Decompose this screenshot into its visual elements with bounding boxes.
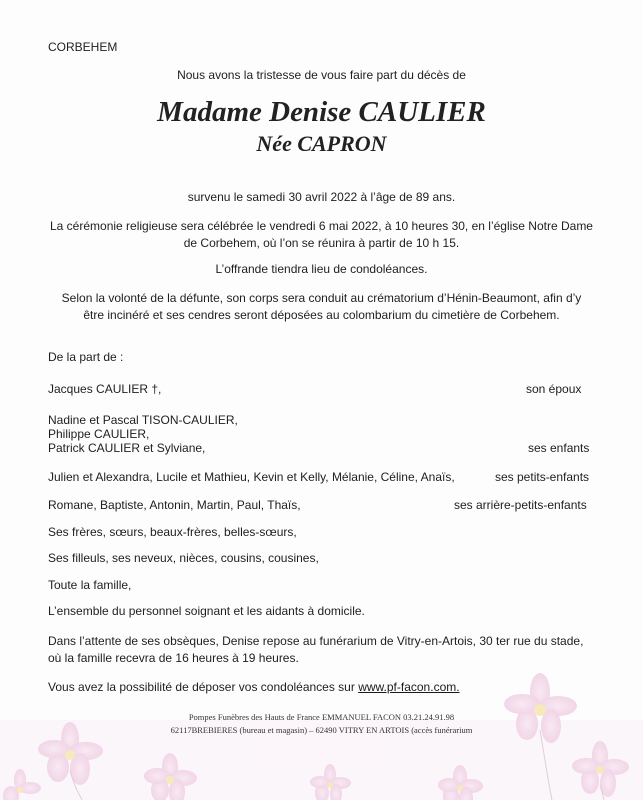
- staff-line: L’ensemble du personnel soignant et les aidants à domicile.: [48, 604, 365, 618]
- whole-family-line: Toute la famille,: [48, 578, 132, 592]
- deceased-name: Madame Denise CAULIER: [157, 96, 486, 128]
- great-grandchildren-relation: ses arrière-petits-enfants: [454, 498, 587, 512]
- offering-note: L’offrande tiendra lieu de condoléances.: [215, 262, 428, 276]
- town-header: CORBEHEM: [48, 40, 118, 54]
- death-date-line: survenu le samedi 30 avril 2022 à l’âge de 89 ans.: [187, 190, 456, 204]
- ceremony-line-2: de Corbehem, où l’on se réunira à partir de 10 h 15.: [183, 236, 460, 250]
- rest-line-2: où la famille recevra de 16 heures à 19 heures.: [48, 651, 299, 665]
- child-line-1: Nadine et Pascal TISON-CAULIER,: [48, 413, 238, 427]
- children-names: [48, 413, 238, 455]
- condolences-link[interactable]: www.pf-facon.com.: [358, 680, 460, 694]
- siblings-line: Ses frères, sœurs, beaux-frères, belles-sœurs,: [48, 525, 297, 539]
- condolences-line: [48, 680, 460, 694]
- spouse-name: Jacques CAULIER †,: [48, 382, 162, 396]
- child-line-3: Patrick CAULIER et Sylviane,: [48, 441, 206, 455]
- rest-line-1: Dans l’attente de ses obsèques, Denise repose au funérarium de Vitry-en-Artois, 30 ter rue du stade,: [48, 634, 584, 648]
- child-line-2: Philippe CAULIER,: [48, 427, 150, 441]
- spouse-relation: son époux: [526, 382, 582, 396]
- wishes-line-1: Selon la volonté de la défunte, son corps sera conduit au crématorium d’Hénin-Beaumont, afin d’y: [61, 291, 582, 305]
- great-grandchildren-names: Romane, Baptiste, Antonin, Martin, Paul, Thaïs,: [48, 498, 301, 512]
- rest-paragraph: [48, 633, 583, 667]
- announcement-intro: Nous avons la tristesse de vous faire part du décès de: [177, 68, 466, 82]
- wishes-line-2: être incinéré et ses cendres seront déposées au colombarium du cimetière de Corbehem.: [83, 308, 560, 322]
- condolences-text: Vous avez la possibilité de déposer vos condoléances sur: [48, 680, 359, 694]
- ceremony-line-1: La cérémonie religieuse sera célébrée le vendredi 6 mai 2022, à 10 heures 30, en l’église Notre Dame: [50, 219, 593, 233]
- footer-line-1: Pompes Funèbres des Hauts de France EMMANUEL FACON 03.21.24.91.98: [188, 712, 455, 722]
- wishes-paragraph: [30, 290, 613, 324]
- grandchildren-names: Julien et Alexandra, Lucile et Mathieu, Kevin et Kelly, Mélanie, Céline, Anaïs,: [48, 470, 455, 484]
- ceremony-paragraph: [30, 218, 613, 252]
- footer-line-2: 62117BREBIERES (bureau et magasin) – 62490 VITRY EN ARTOIS (accès funérarium: [170, 725, 473, 735]
- godchildren-line: Ses filleuls, ses neveux, nièces, cousins, cousines,: [48, 551, 319, 565]
- family-intro: De la part de :: [48, 350, 124, 364]
- maiden-name: Née CAPRON: [256, 131, 387, 156]
- grandchildren-relation: ses petits-enfants: [495, 470, 590, 484]
- children-relation: ses enfants: [528, 441, 590, 455]
